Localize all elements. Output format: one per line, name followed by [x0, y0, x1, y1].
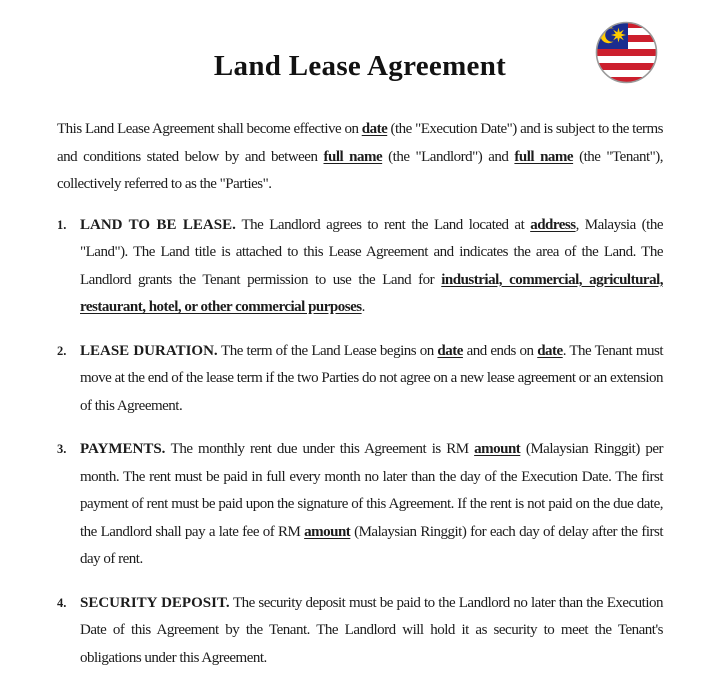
- section-paragraph: [80, 590, 663, 673]
- section-number: 3.: [57, 442, 67, 456]
- section-paragraph: [80, 338, 663, 421]
- section-land-to-be-lease: [57, 212, 663, 322]
- malaysia-flag-icon: [595, 21, 658, 84]
- section-heading: PAYMENTS.: [80, 441, 166, 457]
- document-body: [57, 116, 663, 672]
- section-number: 1.: [57, 217, 67, 232]
- section-lease-duration: [57, 338, 663, 421]
- section-payments: [57, 436, 663, 574]
- section-heading: LEASE DURATION.: [80, 342, 218, 359]
- section-paragraph: [80, 436, 663, 574]
- section-number: 4.: [57, 595, 67, 610]
- sections-list: [57, 212, 663, 673]
- section-body-text: The Landlord agrees to rent the Land located at address, Malaysia (the "Land"). The Land title is attached to this Lease Agreement and indicates the area of the Land. The Landlord grants the Tenant permission to use the Land for industrial, commercial, agricultural, restaurant, hotel, or other commercial purposes.: [80, 216, 663, 315]
- section-body-text: The security deposit must be paid to the Landlord no later than the Execution Date of this Agreement by the Tenant. The Landlord will hold it as security to meet the Tenant's obligations under this Agreement.: [80, 594, 664, 666]
- section-heading: LAND TO BE LEASE.: [80, 216, 236, 233]
- page-title: Land Lease Agreement: [213, 50, 507, 82]
- section-number: 2.: [57, 343, 67, 358]
- intro-paragraph: This Land Lease Agreement shall become effective on date (the "Execution Date") and is subject to the terms and conditions stated below by and between full name (the "Landlord") and full name (the "Tenant"), collectively referred to as the "Parties".: [57, 121, 664, 192]
- section-paragraph: [80, 212, 663, 322]
- section-body-text: The monthly rent due under this Agreement is RM amount (Malaysian Ringgit) per month. The rent must be paid in full every month no later than the day of the Execution Date. The first payment of rent must be paid upon the signature of this Agreement. If the rent is not paid on the due date, the Landlord shall pay a late fee of RM amount (Malaysian Ringgit) for each day of delay after the first day of rent.: [80, 441, 663, 567]
- section-security-deposit: [57, 590, 663, 673]
- section-body-text: The term of the Land Lease begins on date and ends on date. The Tenant must move at the end of the lease term if the two Parties do not agree on a new lease agreement or an extension of this Agreement.: [80, 342, 663, 414]
- section-heading: SECURITY DEPOSIT.: [80, 594, 230, 611]
